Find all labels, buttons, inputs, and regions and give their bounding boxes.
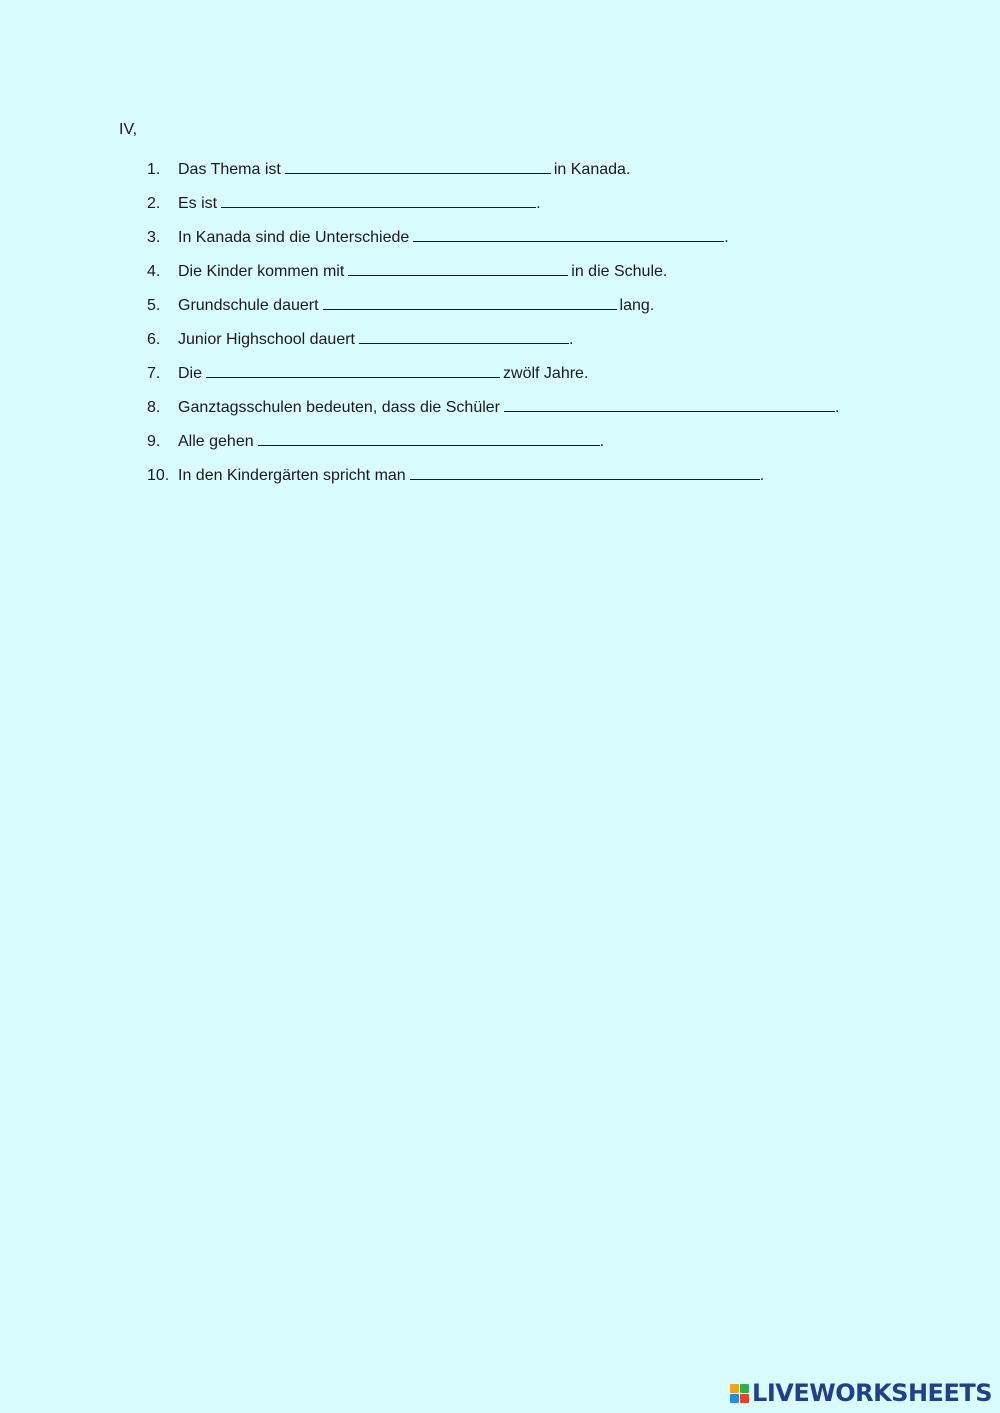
item-text-after: . bbox=[724, 229, 729, 246]
item-number: 4. bbox=[147, 263, 161, 280]
exercise-item-1 bbox=[147, 157, 839, 191]
answer-blank[interactable] bbox=[323, 293, 617, 310]
item-text-before: Ganztagsschulen bedeuten, dass die Schüler bbox=[178, 399, 500, 416]
item-text-before: Die bbox=[178, 365, 203, 382]
item-text-after: . bbox=[599, 433, 605, 450]
item-text-before: Grundschule dauert bbox=[178, 297, 319, 314]
item-text-after: zwölf Jahre. bbox=[503, 365, 589, 382]
item-number: 1. bbox=[147, 161, 161, 178]
item-number: 7. bbox=[147, 365, 161, 382]
answer-blank[interactable] bbox=[504, 395, 835, 412]
item-text-before: In den Kindergärten spricht man bbox=[178, 467, 406, 484]
item-number: 5. bbox=[147, 297, 161, 314]
item-number: 10. bbox=[147, 467, 170, 484]
item-number: 6. bbox=[147, 331, 161, 348]
exercise-item-8 bbox=[147, 395, 839, 429]
item-text-after: . bbox=[759, 467, 765, 484]
item-number: 9. bbox=[147, 433, 161, 450]
exercise-item-9 bbox=[147, 429, 839, 463]
answer-blank[interactable] bbox=[206, 361, 500, 378]
answer-blank[interactable] bbox=[410, 463, 760, 480]
exercise-item-7 bbox=[147, 361, 839, 395]
item-text-after: in Kanada. bbox=[553, 161, 631, 178]
logo-text: LIVEWORKSHEETS bbox=[752, 1379, 992, 1407]
item-text-after: . bbox=[569, 331, 574, 348]
exercise-item-5 bbox=[147, 293, 839, 327]
logo-blocks-icon bbox=[730, 1384, 749, 1403]
answer-blank[interactable] bbox=[348, 259, 568, 276]
exercise-item-4 bbox=[147, 259, 839, 293]
exercise-item-2 bbox=[147, 191, 839, 225]
item-number: 2. bbox=[147, 195, 161, 212]
section-label: IV, bbox=[119, 121, 138, 138]
answer-blank[interactable] bbox=[413, 225, 724, 242]
item-text-after: lang. bbox=[619, 297, 655, 314]
answer-blank[interactable] bbox=[221, 191, 536, 208]
item-text-before: Das Thema ist bbox=[178, 161, 281, 178]
item-text-before: Alle gehen bbox=[178, 433, 254, 450]
answer-blank[interactable] bbox=[258, 429, 600, 446]
exercise-item-10 bbox=[147, 463, 839, 497]
item-text-after: in die Schule. bbox=[571, 263, 668, 280]
item-text-before: In Kanada sind die Unterschiede bbox=[178, 229, 410, 246]
exercise-item-6 bbox=[147, 327, 839, 361]
item-text-before: Es ist bbox=[178, 195, 218, 212]
item-number: 3. bbox=[147, 229, 161, 246]
item-text-before: Die Kinder kommen mit bbox=[178, 263, 345, 280]
liveworksheets-logo[interactable] bbox=[730, 1378, 992, 1408]
item-text-after: . bbox=[835, 399, 840, 416]
item-text-before: Junior Highschool dauert bbox=[178, 331, 355, 348]
exercise-list bbox=[147, 157, 839, 497]
answer-blank[interactable] bbox=[285, 157, 551, 174]
item-number: 8. bbox=[147, 399, 161, 416]
exercise-item-3 bbox=[147, 225, 839, 259]
answer-blank[interactable] bbox=[359, 327, 569, 344]
item-text-after: . bbox=[536, 195, 541, 212]
